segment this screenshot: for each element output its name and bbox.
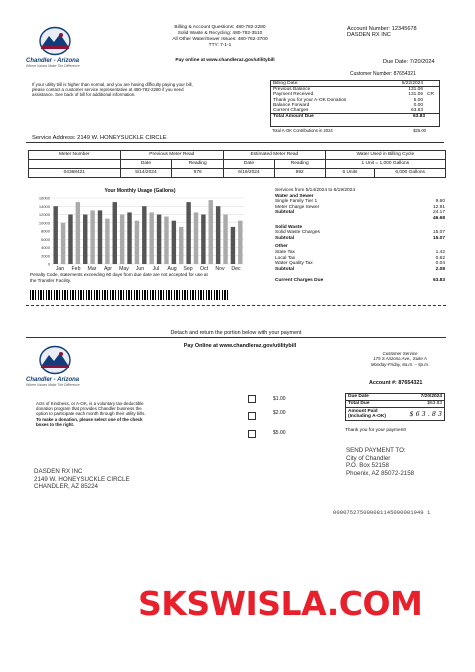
amount-paid-value[interactable]: $ 6 3 . 8 3 bbox=[409, 409, 442, 418]
remit-title: SEND PAYMENT TO: bbox=[346, 447, 406, 454]
usage-bar bbox=[157, 215, 161, 265]
meter-subheader-row bbox=[29, 160, 445, 169]
meter-sub-prev-date: Date bbox=[121, 160, 173, 168]
aok-contributions bbox=[270, 128, 440, 133]
payment-table bbox=[345, 393, 445, 421]
donation-checkbox-2[interactable] bbox=[248, 412, 256, 420]
water-subtotal-row: Subtotal 24.17 bbox=[275, 210, 445, 216]
stub-seal-icon bbox=[36, 345, 74, 375]
y-tick-label: 2000 bbox=[41, 253, 50, 259]
meter-charge-row: Meter Charge Sewer 12.91 bbox=[275, 204, 445, 210]
scanline: 000075275000081145000001949 1 bbox=[333, 509, 431, 516]
summary-row-value: 0.00 bbox=[413, 102, 423, 108]
y-tick-label: 6000 bbox=[41, 236, 50, 242]
water-total-row: 46.68 bbox=[432, 215, 445, 221]
remit-zip: Phoenix, AZ 85072-2158 bbox=[346, 469, 415, 477]
water-quality-tax-row: Water Quality Tax 0.04 bbox=[275, 261, 445, 267]
usage-bar bbox=[120, 215, 124, 265]
cs-title: Customer Service bbox=[382, 351, 418, 356]
customer-number: Customer Number: 87654321 bbox=[350, 71, 416, 77]
meter-sub-blank bbox=[29, 160, 121, 168]
aok-description bbox=[36, 401, 151, 427]
barcode-top bbox=[30, 290, 230, 300]
y-tick-label: 12000 bbox=[38, 212, 50, 217]
usage-bar bbox=[68, 215, 72, 265]
service-period: Services from 5/14/2024 to 6/19/2024 bbox=[275, 188, 355, 193]
usage-bar bbox=[164, 217, 168, 264]
usage-chart bbox=[30, 194, 250, 272]
due-date-header: Due Date: 7/20/2024 bbox=[383, 59, 435, 65]
y-tick-label: 14000 bbox=[38, 203, 50, 209]
usage-bar bbox=[194, 212, 198, 264]
usage-chart-title: Your Monthly Usage (Gallons) bbox=[104, 188, 176, 194]
aok-text: Acts of Kindness, or A-OK, is a voluntary tax-deductible donation program that provides Chandler business the option to participate each month through their utility bills. bbox=[36, 401, 146, 417]
units-used: 6 Units bbox=[326, 169, 376, 177]
gallons-used: 6,000 Gallons bbox=[395, 170, 425, 175]
contact-other: All Other Water/Sewer Issues: 480-782-3700 bbox=[172, 37, 268, 42]
x-tick-label: Aug bbox=[167, 266, 177, 272]
meter-group-number: Meter Number bbox=[29, 151, 121, 159]
summary-total-value: 63.83 bbox=[412, 114, 425, 120]
meter-group-used: Water Used in Billing Cycle bbox=[356, 152, 415, 157]
meter-table bbox=[28, 150, 446, 178]
usage-bar bbox=[113, 202, 117, 264]
x-tick-label: Mar bbox=[87, 266, 97, 272]
divider-top bbox=[26, 142, 444, 143]
usage-bar bbox=[83, 215, 87, 265]
summary-row-value: 6/22/2024 bbox=[401, 81, 423, 86]
prev-read-date: 5/14/2024 bbox=[121, 169, 173, 177]
current-charges-row: Current Charges Due 63.83 bbox=[275, 278, 445, 284]
summary-row-label: Current Charges bbox=[273, 108, 309, 114]
customer-name: DASDEN RX INC bbox=[34, 468, 83, 475]
brand-tagline: Where Values Make The Difference bbox=[26, 64, 80, 68]
customer-service-block bbox=[350, 351, 450, 367]
summary-row-label: Payment Received bbox=[273, 92, 314, 98]
x-tick-label: Feb bbox=[71, 266, 81, 272]
x-tick-label: Apr bbox=[103, 266, 113, 272]
usage-bar bbox=[127, 212, 131, 264]
stub-brand-tagline: Where Values Make The Difference bbox=[26, 383, 80, 387]
pay-amount-paid-row[interactable] bbox=[346, 408, 444, 420]
summary-rows bbox=[271, 81, 439, 113]
contact-waste: Solid Waste & Recycling: 480-782-3510 bbox=[177, 31, 263, 36]
usage-bar bbox=[201, 215, 205, 265]
meter-sub-units: 1 Unit = 1,000 Gallons bbox=[361, 161, 410, 166]
meter-sub-est-date: Date bbox=[224, 160, 275, 168]
chandler-logo bbox=[26, 26, 86, 68]
usage-bar bbox=[186, 202, 190, 264]
y-tick-label: 10000 bbox=[38, 220, 50, 226]
thank-you: Thank you for your payment! bbox=[345, 428, 407, 433]
solid-waste-row: Solid Waste Charges 15.07 bbox=[275, 230, 445, 236]
pay-total-due-row: Total Due $63.83 bbox=[348, 401, 442, 406]
other-subtotal: Subtotal 2.08 bbox=[275, 266, 445, 272]
x-tick-label: May bbox=[119, 266, 129, 272]
summary-row-value: 131.06 bbox=[408, 87, 423, 93]
summary-row-value: 131.06 CR bbox=[408, 92, 434, 98]
chandler-seal-icon bbox=[36, 26, 74, 56]
meter-sub-prev-reading: Reading bbox=[172, 160, 224, 168]
usage-bar bbox=[238, 221, 242, 264]
usage-bar bbox=[231, 227, 235, 264]
y-tick-label: 16000 bbox=[38, 195, 50, 201]
service-address: Service Address: 2149 W. HONEYSUCKLE CIRCLE bbox=[32, 135, 167, 141]
usage-bar bbox=[216, 206, 220, 264]
y-tick-label: 8000 bbox=[41, 228, 50, 234]
usage-bar bbox=[223, 215, 227, 265]
x-tick-label: Nov bbox=[215, 266, 225, 272]
detach-note: Detach and return the portion below with your payment bbox=[170, 330, 302, 336]
est-reading: 982 bbox=[275, 169, 326, 177]
meter-data-row bbox=[29, 169, 445, 177]
x-tick-label: Jan bbox=[55, 266, 65, 272]
donation-amount-1: $1.00 bbox=[273, 396, 286, 402]
usage-bar bbox=[179, 227, 183, 264]
donation-checkbox-1[interactable] bbox=[248, 395, 256, 403]
meter-sub-est-reading: Reading bbox=[275, 160, 326, 168]
x-tick-label: Jul bbox=[152, 266, 160, 272]
account-name: DASDEN RX INC bbox=[347, 32, 391, 39]
usage-bar bbox=[90, 210, 94, 264]
aok-value: $25.00 bbox=[413, 128, 426, 133]
remit-city: City of Chandler bbox=[346, 454, 391, 462]
meter-group-estimated: Estimated Meter Read bbox=[224, 151, 326, 159]
stub-logo bbox=[26, 345, 86, 387]
summary-row-label: Balance Forward bbox=[273, 102, 310, 108]
cs-hours: Monday-Friday, 8a.m. – 5p.m. bbox=[370, 361, 430, 367]
y-tick-label: 4000 bbox=[41, 245, 50, 250]
stub-account: Account #: 87654321 bbox=[369, 380, 423, 386]
customer-street: 2149 W. HONEYSUCKLE CIRCLE bbox=[34, 475, 130, 483]
x-tick-label: Sep bbox=[183, 266, 193, 272]
contact-billing: Billing & Account Questions: 480-782-2280 bbox=[174, 25, 266, 30]
meter-group-row bbox=[29, 151, 445, 160]
donation-amount-5: $5.00 bbox=[273, 430, 286, 436]
prev-reading: 976 bbox=[172, 169, 224, 177]
stub-pay-online[interactable]: Pay Online at www.chandleraz.gov/utilitybill bbox=[183, 343, 297, 349]
meter-group-previous: Previous Meter Read bbox=[121, 151, 225, 159]
detach-line bbox=[26, 305, 446, 306]
other-title: Other bbox=[275, 244, 288, 250]
summary-row-value: 5.00 bbox=[413, 97, 423, 103]
stub-brand-name: Chandler - Arizona bbox=[26, 377, 80, 383]
usage-bar bbox=[209, 200, 213, 264]
donation-amount-2: $2.00 bbox=[273, 410, 286, 416]
local-tax-row: Local Tax 0.62 bbox=[275, 255, 445, 261]
detach-underline bbox=[26, 337, 446, 338]
aok-instruction: To make a donation, please select one of the check boxes to the right. bbox=[36, 416, 143, 427]
summary-total-row bbox=[271, 113, 439, 119]
meter-number: 04368421 bbox=[29, 169, 121, 177]
usage-bar bbox=[53, 206, 57, 264]
contact-block bbox=[160, 25, 280, 49]
contact-tty: TTY: 7-1-1 bbox=[208, 43, 232, 48]
watermark-text: SKSWISLA.COM bbox=[138, 584, 423, 623]
water-sewer-title: Water and Sewer bbox=[275, 193, 314, 199]
account-summary bbox=[270, 80, 440, 127]
state-tax-row: State Tax 1.42 bbox=[275, 249, 445, 255]
remit-address bbox=[346, 447, 414, 477]
account-number: Account Number: 12345678 bbox=[347, 26, 417, 32]
amount-paid-label: Amount Paid (Including A-OK) bbox=[348, 409, 386, 420]
summary-row-value: 63.83 bbox=[410, 108, 423, 114]
aok-label: Total A-OK Contributions in 2024 bbox=[272, 128, 333, 133]
x-tick-label: Jun bbox=[135, 266, 145, 272]
solid-waste-subtotal: Subtotal 15.07 bbox=[275, 235, 445, 241]
chart-note: Penalty Code, statements exceeding 60 days from due date are not accepted for use at the Transfer Facility. bbox=[30, 272, 208, 283]
pay-due-date-row: Due Date 7/20/2024 bbox=[348, 394, 442, 399]
brand-name: Chandler - Arizona bbox=[26, 58, 80, 64]
est-read-date: 6/19/2024 bbox=[224, 169, 275, 177]
x-tick-label: Oct bbox=[199, 266, 209, 272]
usage-bar bbox=[172, 221, 176, 264]
summary-row-label: Billing Date: bbox=[273, 81, 299, 86]
solid-waste-title: Solid Waste bbox=[275, 224, 303, 230]
usage-bar bbox=[142, 206, 146, 264]
usage-bar bbox=[105, 219, 109, 264]
usage-bar bbox=[76, 202, 80, 264]
usage-bar bbox=[61, 223, 65, 264]
services-panel bbox=[275, 188, 445, 284]
remit-po-box: P.O. Box 52158 bbox=[346, 462, 389, 470]
usage-bar bbox=[149, 212, 153, 264]
customer-city: CHANDLER, AZ 85224 bbox=[34, 483, 98, 491]
usage-bar bbox=[135, 221, 139, 264]
account-header bbox=[347, 26, 457, 39]
summary-total-label: Total Amount Due bbox=[273, 114, 314, 120]
pay-online-link[interactable]: Pay online at www.chandleraz.gov/utilitybill bbox=[175, 58, 275, 63]
y-tick-label: 0 bbox=[47, 261, 50, 267]
x-tick-label: Dec bbox=[231, 266, 241, 272]
summary-row-label: Thank you for your A-OK Donation bbox=[273, 97, 347, 103]
cs-address: 175 S Arizona Ave., Suite A bbox=[373, 356, 427, 362]
customer-address bbox=[34, 468, 130, 491]
donation-checkbox-5[interactable] bbox=[248, 430, 256, 438]
single-family-row: Single Family Tier 1 9.60 bbox=[275, 199, 445, 205]
billing-notice: If your utility bill is higher than normal, and you are having difficulty paying your bill, please contact a customer service representative at 480-782-2280 if you need assistance. See back of bill for additional information. bbox=[32, 82, 193, 97]
usage-bar bbox=[98, 210, 102, 264]
summary-row-label: Previous Balance bbox=[273, 87, 311, 93]
